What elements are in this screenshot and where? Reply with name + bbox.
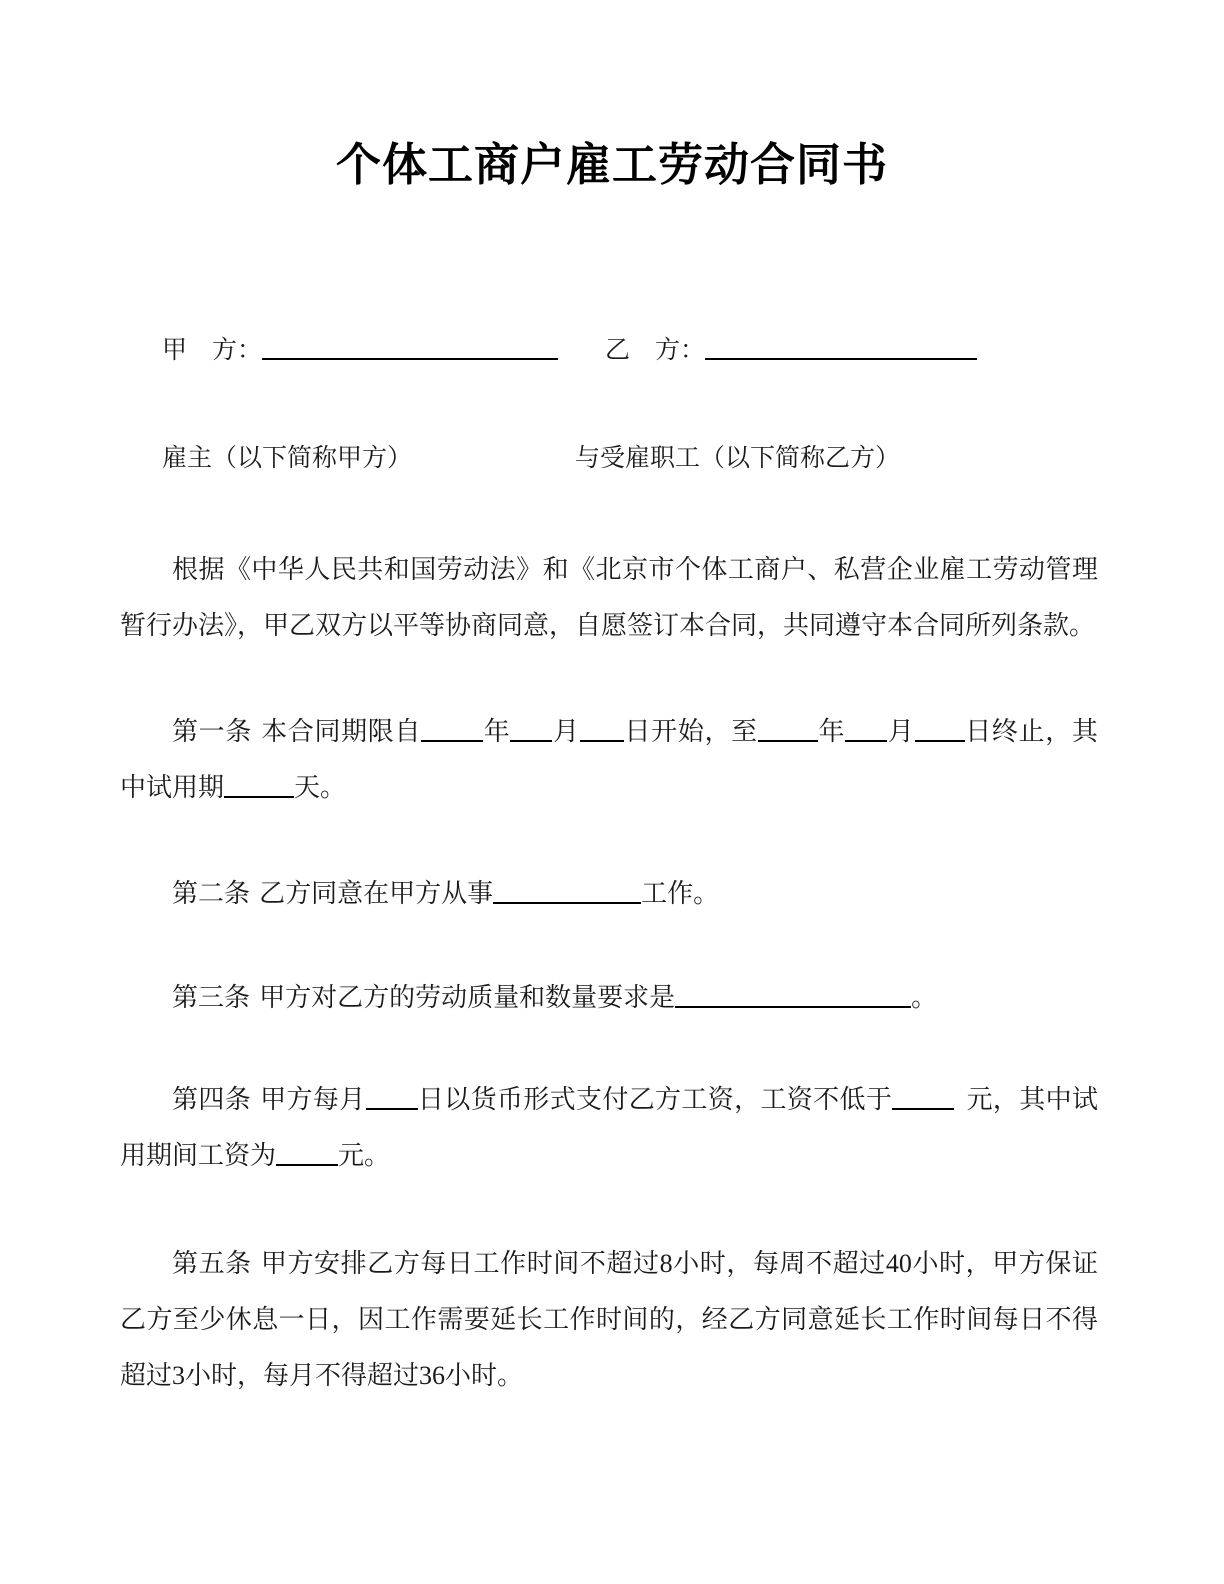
clause-5-paragraph: [120, 1236, 1098, 1404]
party-signature-row: [120, 330, 1098, 376]
clause-1-text-4: 日开始，至: [623, 717, 758, 746]
clause-3-number: 第三条: [172, 983, 251, 1012]
clause-2-number: 第二条: [172, 879, 251, 908]
clause-1-text-5: 年: [817, 717, 846, 746]
clause-3-text-1: 甲方对乙方的劳动质量和数量要求是: [259, 983, 676, 1012]
clause-4-paragraph: [120, 1072, 1098, 1184]
document-body: [120, 330, 1098, 1404]
party-a-label: 甲 方：: [162, 337, 263, 364]
clause-1-blank-probation-days[interactable]: [224, 769, 294, 798]
preamble-paragraph: 根据《中华人民共和国劳动法》和《北京市个体工商户、私营企业雇工劳动管理暂行办法》，甲乙双方以平等协商同意，自愿签订本合同，共同遵守本合同所列条款。: [120, 555, 1098, 640]
party-a-field: [162, 330, 558, 366]
clause-1-text-8: 天。: [294, 773, 347, 802]
clause-3-blank-requirements[interactable]: [675, 979, 911, 1008]
clause-2-text-2: 工作。: [641, 879, 720, 908]
party-b-alias: 与受雇职工（以下简称乙方）: [575, 445, 901, 472]
party-a-blank[interactable]: [262, 332, 558, 360]
clause-4-text-4: 元。: [338, 1141, 391, 1170]
clause-3-text-2: 。: [911, 983, 938, 1012]
clause-2-paragraph: [120, 866, 1098, 922]
clause-1-number: 第一条: [172, 717, 253, 746]
clause-1-paragraph: [120, 704, 1098, 816]
clause-1-blank-end-month[interactable]: [845, 713, 887, 742]
clause-4-blank-payday[interactable]: [366, 1081, 418, 1110]
party-b-blank[interactable]: [705, 332, 977, 360]
clause-2-text-1: 乙方同意在甲方从事: [259, 879, 494, 908]
party-a-alias: 雇主（以下简称甲方）: [162, 445, 413, 472]
clause-1-blank-start-month[interactable]: [510, 713, 552, 742]
clause-1-blank-end-day[interactable]: [915, 713, 965, 742]
clause-1-blank-end-year[interactable]: [758, 713, 818, 742]
clause-1-blank-start-day[interactable]: [580, 713, 624, 742]
clause-1-text-2: 年: [483, 717, 511, 746]
clause-1-blank-start-year[interactable]: [421, 713, 483, 742]
clause-4-blank-probation-wage[interactable]: [276, 1137, 338, 1166]
page-title: 个体工商户雇工劳动合同书: [335, 139, 888, 190]
clause-1-text-6: 月: [887, 717, 915, 746]
clause-1-text-1: 本合同期限自: [261, 717, 422, 746]
party-alias-row: [120, 438, 1098, 478]
clause-4-text-2: 日以货币形式支付乙方工资，工资不低于: [417, 1085, 893, 1114]
clause-5-text: 甲方安排乙方每日工作时间不超过8小时，每周不超过40小时，甲方保证乙方至少休息一日，因工作需要延长工作时间的，经乙方同意延长工作时间每日不得超过3小时，每月不得超过36小时。: [120, 1249, 1098, 1390]
clause-3-paragraph: [120, 970, 1098, 1026]
clause-2-blank-job[interactable]: [493, 875, 641, 904]
clause-4-text-3: 元，其中试用期间工资为: [120, 1085, 1098, 1170]
party-b-field: [605, 330, 977, 366]
party-b-label: 乙 方：: [605, 337, 706, 364]
clause-5-number: 第五条: [172, 1249, 252, 1278]
clause-1-text-3: 月: [552, 717, 580, 746]
clause-4-number: 第四条: [172, 1085, 252, 1114]
clause-1-text-7: 日终止，其中试用期: [120, 717, 1098, 802]
clause-4-text-1: 甲方每月: [260, 1085, 366, 1114]
clause-4-blank-minimum-wage[interactable]: [892, 1081, 954, 1110]
